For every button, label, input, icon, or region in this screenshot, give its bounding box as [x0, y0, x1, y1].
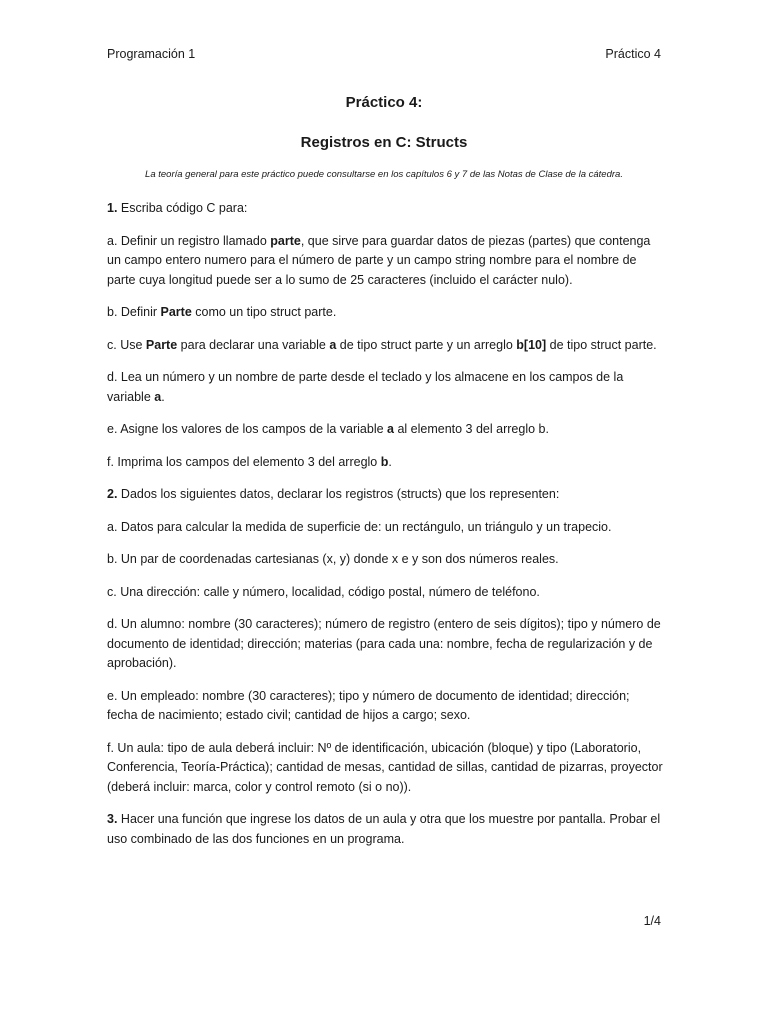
exercise-text: Hacer una función que ingrese los datos de un aula y otra que los muestre por pantalla. Probar el uso combinado de las dos funciones en un programa.	[107, 812, 661, 846]
item-bold: parte	[270, 233, 301, 248]
exercise-2-b: b. Un par de coordenadas cartesianas (x, y) donde x e y son dos números reales.	[107, 552, 559, 566]
exercise-number: 3.	[107, 812, 118, 826]
item-bold: a	[154, 389, 162, 404]
item-text: como un tipo struct parte.	[191, 305, 337, 319]
exercise-2-intro	[107, 485, 663, 505]
item-text: de tipo struct parte y un arreglo	[336, 337, 517, 352]
exercise-2-c: c. Una dirección: calle y número, localidad, código postal, número de teléfono.	[107, 584, 540, 599]
item-bold: Parte	[160, 305, 192, 319]
item-text: b. Definir	[107, 305, 161, 319]
header-practice: Práctico 4	[605, 47, 661, 61]
exercise-1-a	[107, 232, 663, 291]
item-text: , que sirve para guardar datos de piezas (partes) que contenga un campo entero numero para el número de parte y un campo string nombre para el nombre de parte cuya longitud puede ser a lo sumo de 25 caracteres (incluido el carácter nulo).	[107, 233, 651, 287]
exercise-2-e: e. Un empleado: nombre (30 caracteres); tipo y número de documento de identidad; dirección; fecha de nacimiento; estado civil; cantidad de hijos a cargo; sexo.	[107, 688, 630, 722]
item-bold: b[10]	[516, 337, 547, 352]
exercise-2-d: d. Un alumno: nombre (30 caracteres); número de registro (entero de seis dígitos); tipo y número de documento de identidad; dirección; materias (para cada una: nombre, fecha de regularización y de aprobación).	[107, 617, 661, 670]
page-number: 1/4	[643, 914, 661, 928]
exercise-1-intro	[107, 199, 663, 219]
item-text: .	[388, 454, 392, 469]
item-text: .	[161, 389, 165, 404]
exercise-1-b	[107, 303, 663, 323]
exercise-1-c	[107, 336, 663, 356]
item-text: de tipo struct parte.	[546, 337, 657, 352]
item-text: al elemento 3 del arreglo b.	[393, 422, 549, 436]
item-text: c. Use	[107, 337, 146, 352]
item-text: para declarar una variable	[177, 337, 330, 352]
item-text: e. Asigne los valores de los campos de la variable	[107, 422, 388, 436]
exercise-1-f	[107, 453, 663, 473]
exercise-1-e	[107, 420, 663, 440]
item-bold: a	[387, 422, 394, 436]
exercise-number: 1.	[107, 201, 118, 215]
item-text: d. Lea un número y un nombre de parte desde el teclado y los almacene en los campos de la variable	[107, 370, 624, 404]
exercise-1-d	[107, 368, 663, 407]
item-bold: Parte	[145, 337, 178, 352]
exercise-3	[107, 810, 663, 849]
theory-note: La teoría general para este práctico puede consultarse en los capítulos 6 y 7 de las Notas de Clase de la cátedra.	[145, 169, 623, 180]
item-bold: a	[329, 337, 337, 352]
exercise-2-f: f. Un aula: tipo de aula deberá incluir: Nº de identificación, ubicación (bloque) y tipo (Laboratorio, Conferencia, Teoría-Práctica); cantidad de mesas, cantidad de sillas, cantidad de pizarras, proyector (deberá incluir: marca, color y control remoto (si o no)).	[107, 740, 663, 794]
item-text: a. Definir un registro llamado	[107, 233, 271, 248]
header-course: Programación 1	[107, 47, 196, 61]
item-text: f. Imprima los campos del elemento 3 del arreglo	[107, 454, 381, 469]
page-subtitle: Registros en C: Structs	[300, 134, 468, 151]
exercise-2-a: a. Datos para calcular la medida de superficie de: un rectángulo, un triángulo y un trapecio.	[107, 519, 612, 534]
item-bold: b	[380, 454, 389, 469]
exercise-number: 2.	[107, 487, 118, 501]
exercise-content	[107, 199, 663, 862]
exercise-text: Dados los siguientes datos, declarar los registros (structs) que los representen:	[117, 487, 560, 501]
page-title: Práctico 4:	[345, 94, 423, 111]
exercise-text: Escriba código C para:	[117, 201, 248, 215]
